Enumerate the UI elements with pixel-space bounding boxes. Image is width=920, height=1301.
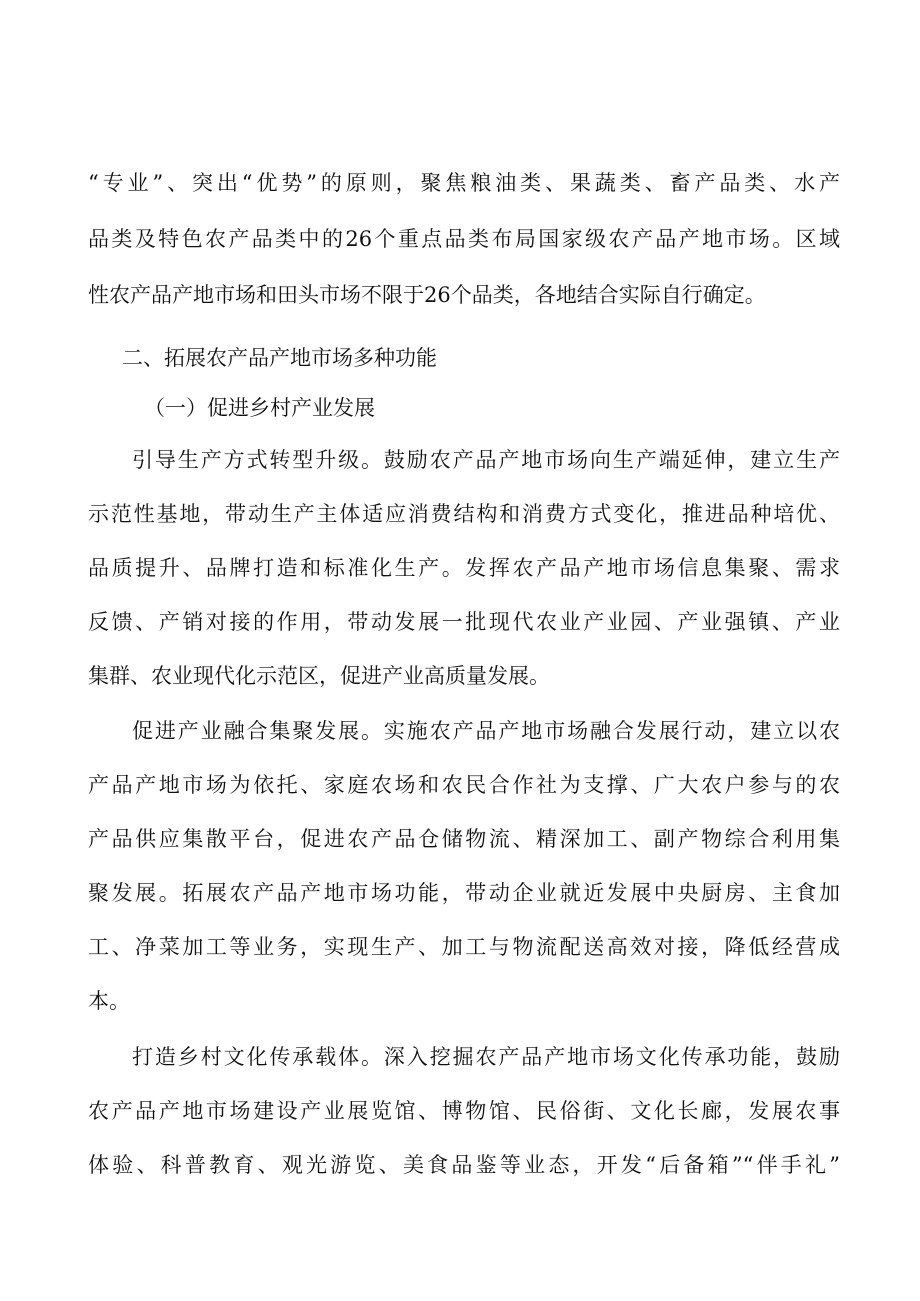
paragraph-line: 反馈、产销对接的作用，带动发展一批现代农业产业园、产业强镇、产业 bbox=[88, 610, 840, 634]
paragraph-line: 集群、农业现代化示范区，促进产业高质量发展。 bbox=[88, 664, 550, 688]
paragraph-line: 农产品产地市场建设产业展览馆、博物馆、民俗街、文化长廊，发展农事 bbox=[88, 1099, 840, 1123]
section-heading: 二、拓展农产品产地市场多种功能 bbox=[122, 346, 437, 370]
paragraph-line: 聚发展。拓展农产品产地市场功能，带动企业就近发展中央厨房、主食加 bbox=[88, 881, 840, 905]
paragraph-line: 工、净菜加工等业务，实现生产、加工与物流配送高效对接，降低经营成 bbox=[88, 935, 840, 959]
intro-line: 品类及特色农产品类中的26个重点品类布局国家级农产品产地市场。区域 bbox=[88, 227, 840, 251]
paragraph-line: 促进产业融合集聚发展。实施农产品产地市场融合发展行动，建立以农 bbox=[132, 719, 840, 743]
subsection-heading: （一）促进乡村产业发展 bbox=[144, 396, 375, 420]
paragraph-line: 品质提升、品牌打造和标准化生产。发挥农产品产地市场信息集聚、需求 bbox=[88, 556, 840, 580]
intro-line: “专业”、突出“优势”的原则，聚焦粮油类、果蔬类、畜产品类、水产 bbox=[88, 171, 840, 195]
paragraph-line: 体验、科普教育、观光游览、美食品鉴等业态，开发“后备箱”“伴手礼” bbox=[88, 1153, 840, 1177]
paragraph-line: 打造乡村文化传承载体。深入挖掘农产品产地市场文化传承功能，鼓励 bbox=[132, 1045, 840, 1069]
paragraph-line: 产品产地市场为依托、家庭农场和农民合作社为支撑、广大农户参与的农 bbox=[88, 773, 840, 797]
paragraph-line: 示范性基地，带动生产主体适应消费结构和消费方式变化，推进品种培优、 bbox=[88, 502, 840, 526]
paragraph-line: 本。 bbox=[88, 989, 130, 1013]
paragraph-line: 引导生产方式转型升级。鼓励农产品产地市场向生产端延伸，建立生产 bbox=[132, 448, 840, 472]
intro-line: 性农产品产地市场和田头市场不限于26个品类，各地结合实际自行确定。 bbox=[88, 283, 766, 307]
paragraph-line: 产品供应集散平台，促进农产品仓储物流、精深加工、副产物综合利用集 bbox=[88, 827, 840, 851]
